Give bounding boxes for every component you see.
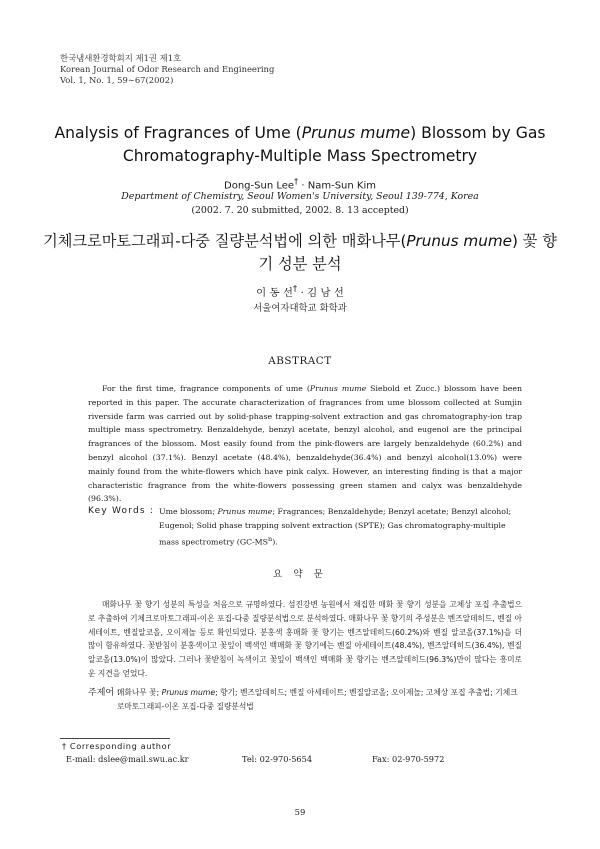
keywords-text-3: ). — [272, 537, 278, 547]
keywords-ko-text-1: 매화나무 꽃; — [117, 688, 162, 697]
author-ko-first: 이 동 선 — [256, 287, 293, 299]
journal-english-name: Korean Journal of Odor Research and Engineering — [60, 64, 275, 74]
title-en-before: Analysis of Fragrances of Ume ( — [54, 124, 302, 142]
keywords-text-2: ; Fragrances; Benzaldehyde; Benzyl acetate; Benzyl alcohol; Eugenol; Solid phase trapping solvent extraction (SPTE); Gas chromatography-multiple mass spectrometry (GC-MS — [159, 507, 512, 547]
keywords-ko-list — [117, 686, 524, 714]
keywords-label: Key Words : — [88, 506, 155, 516]
submission-dates: (2002. 7. 20 submitted, 2002. 8. 13 accepted) — [191, 205, 409, 216]
abstract-species: Prunus mume — [309, 384, 367, 393]
author-ko-rest: · 김 남 선 — [297, 287, 344, 299]
page-number: 59 — [294, 807, 306, 817]
paper-title-en — [40, 122, 560, 168]
title-en-species: Prunus mume — [301, 124, 411, 142]
journal-volume: Vol. 1, No. 1, 59∼67(2002) — [60, 75, 174, 85]
keywords-text-1: Ume blossom; — [159, 507, 218, 516]
title-ko-after: ) 꽃 향기 성분 분석 — [258, 232, 557, 273]
keywords-en — [88, 505, 524, 549]
keywords-ko — [88, 686, 524, 714]
footnote-rule — [60, 738, 170, 739]
abstract-body — [88, 382, 522, 506]
keywords-list — [159, 505, 524, 549]
keywords-ko-species: Prunus mume — [161, 688, 216, 697]
abstract-text-1: For the first time, fragrance components of ume ( — [102, 384, 310, 393]
keywords-species: Prunus mume — [217, 507, 273, 516]
contact-fax: Fax: 02-970-5972 — [372, 754, 445, 764]
abstract-heading: ABSTRACT — [268, 355, 332, 367]
author-ko-dagger: † — [292, 284, 298, 295]
title-ko-species: Prunus mume — [406, 232, 512, 250]
paper-title-ko — [40, 230, 560, 276]
title-ko-before: 기체크로마토그래피-다중 질량분석법에 의한 매화나무( — [43, 232, 407, 250]
keywords-superscript: n — [268, 534, 273, 543]
keywords-ko-label: 주제어 : — [88, 688, 120, 698]
abstract-text-2: Siebold et Zucc.) blossom have been reported in this paper. The accurate characterization of fragrances from ume blossom collected at Sumjin riverside farm was carried out by solid-phase trapping-solvent extraction and gas chromatography-ion trap multiple mass spectrometry. Benzaldehyde, benzyl acetate, benzyl alcohol, and eugenol are the principal fragrances of the blossom. Most easily found from the pink-flowers are largely benzaldehyde (60.2%) and benzyl alcohol (37.1%). Benzyl acetate (48.4%), benzaldehyde(36.4%) and benzyl alcohol(13.0%) were mainly found from the white-flowers which have pink calyx. However, an interesting finding is that a major characteristic fragrance from the white-flowers possessing green stamen and calyx was benzaldehyde (96.3%). — [88, 384, 522, 504]
contact-email: E-mail: dslee@mail.swu.ac.kr — [66, 754, 189, 764]
summary-ko-body: 매화나무 꽃 향기 성분의 특성을 처음으로 규명하였다. 섬진강변 농원에서 채집한 매화 꽃 향기 성분을 고체상 포집 추출법으로 추출하여 기체크로마토그래피-이온 포집-다중 질량분석법으로 분석하였다. 매화나무 꽃 향기의 주성분은 벤즈알데히드, 벤질 아세테이트, 벤질알코올, 오이제놀 등로 확인되었다. 분홍색 홍매화 꽃 향기는 벤즈알데히드(60.2%)와 벤질 알코올(37.1%)을 더 많이 함유하였다. 꽃받침이 분홍색이고 꽃잎이 백색인 백매화 꽃 향기에는 벤질 아세테이트(48.4%), 벤즈알데히드(36.4%), 벤질 알코올(13.0%)이 많았다. 그러나 꽃받침이 녹색이고 꽃잎이 백색인 백매화 꽃 향기는 벤즈알데히드(96.3%)만이 많다는 흥미로운 지견을 얻었다. — [88, 600, 522, 678]
author-en-rest: · Nam-Sun Kim — [298, 180, 376, 192]
author-en-first: Dong-Sun Lee — [224, 180, 295, 192]
journal-header — [60, 53, 274, 86]
corresponding-author-label: † Corresponding author — [62, 741, 172, 751]
author-en-dagger: † — [294, 176, 299, 186]
affiliation-ko: 서울여자대학교 화학과 — [253, 303, 347, 314]
summary-ko-heading: 요 약 문 — [273, 569, 327, 580]
affiliation-en: Department of Chemistry, Seoul Women's University, Seoul 139-774, Korea — [121, 191, 479, 202]
title-en-after: ) Blossom by Gas Chromatography-Multiple Mass Spectrometry — [122, 124, 546, 165]
journal-korean-name: 한국냄새환경학회지 제1권 제1호 — [60, 53, 182, 63]
contact-tel: Tel: 02-970-5654 — [242, 754, 313, 764]
keywords-ko-text-2: ; 향기; 벤즈알데히드; 벤질 아세테이트; 벤질알코올; 오이제놀; 고체상 포집 추출법; 기체크로마토그래피-이온 포집-다중 질량분석법 — [117, 688, 518, 712]
authors-en — [40, 176, 560, 191]
authors-ko — [40, 284, 560, 299]
